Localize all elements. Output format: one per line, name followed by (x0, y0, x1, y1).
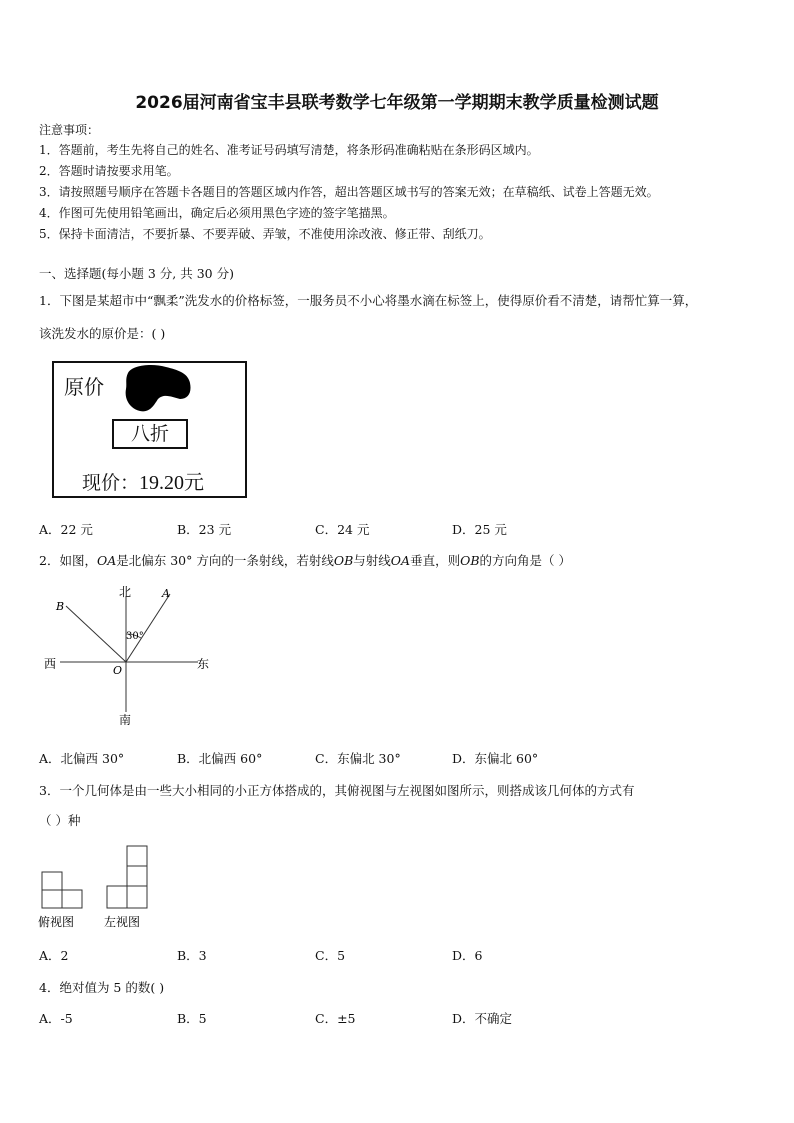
q2-text-1: 2．如图， (39, 553, 97, 568)
q3-stem-line1: 3．一个几何体是由一些大小相同的小正方体搭成的，其俯视图与左视图如图所示，则搭成该几何体的方式有 (39, 783, 635, 798)
section-heading: 一、选择题(每小题 3 分, 共 30 分) (39, 266, 234, 281)
notice-item: 1．答题前，考生先将自己的姓名、准考证号码填写清楚，将条形码准确粘贴在条形码区域内。 (39, 143, 539, 157)
south-label: 南 (119, 713, 132, 727)
q3-stem-line2: （ ）种 (39, 813, 81, 828)
q3-option-c: C．5 (315, 948, 346, 963)
notice-item: 4．作图可先使用铅笔画出，确定后必须用黑色字迹的签字笔描黑。 (39, 206, 395, 220)
q4-option-b: B．5 (177, 1011, 207, 1026)
point-a-label: A (162, 587, 170, 600)
views-diagram (34, 840, 164, 932)
east-label: 东 (197, 657, 210, 671)
q2-text-5: 的方向角是（ ） (479, 553, 572, 568)
top-view (42, 872, 82, 908)
price-tag-figure (52, 361, 247, 498)
notice-item: 3．请按照题号顺序在答题卡各题目的答题区域内作答，超出答题区域书写的答案无效；在草稿纸、试卷上答题无效。 (39, 185, 659, 199)
q1-option-d: D．25 元 (452, 522, 507, 537)
q2-ob: OB (333, 553, 354, 568)
page-title: 2026届河南省宝丰县联考数学七年级第一学期期末教学质量检测试题 (135, 93, 659, 113)
q3-option-b: B．3 (177, 948, 207, 963)
ink-blot-icon (122, 363, 194, 415)
q1-stem-line2: 该洗发水的原价是：( ) (39, 326, 166, 341)
current-price-value: 19.20元 (139, 472, 205, 494)
q4-option-c: C．±5 (315, 1011, 356, 1026)
q2-option-d: D．东偏北 60° (452, 751, 539, 766)
current-price-label: 现价： (82, 472, 140, 494)
q4-stem: 4．绝对值为 5 的数( ) (39, 980, 165, 995)
top-view-label: 俯视图 (38, 915, 75, 929)
west-label: 西 (44, 657, 57, 671)
q1-stem-line1: 1．下图是某超市中“飘柔”洗发水的价格标签，一服务员不小心将墨水滴在标签上，使得原价看不清楚，请帮忙算一算， (39, 293, 698, 308)
q1-option-b: B．23 元 (177, 522, 232, 537)
q2-ob-2: OB (460, 553, 480, 568)
q4-option-a: A．-5 (39, 1011, 73, 1026)
q2-oa-2: OA (390, 553, 411, 568)
left-view (107, 846, 147, 908)
point-b-label: B (56, 600, 65, 613)
angle-label: 30° (126, 631, 144, 642)
q4-option-d: D．不确定 (452, 1011, 513, 1026)
q3-option-d: D．6 (452, 948, 483, 963)
q2-option-c: C．东偏北 30° (315, 751, 401, 766)
q2-text-4: 垂直，则 (410, 553, 461, 568)
direction-diagram (40, 582, 220, 732)
q1-option-c: C．24 元 (315, 522, 370, 537)
discount-box: 八折 (112, 419, 188, 449)
notice-heading: 注意事项： (39, 123, 100, 137)
ray-oa (126, 594, 170, 662)
q1-option-a: A．22 元 (39, 522, 93, 537)
current-price (82, 466, 204, 495)
point-o-label: O (113, 664, 123, 677)
q2-option-b: B．北偏西 60° (177, 751, 263, 766)
q3-option-a: A．2 (39, 948, 69, 963)
original-price-label: 原价 (64, 375, 104, 399)
north-label: 北 (119, 585, 132, 599)
q2-oa: OA (96, 553, 117, 568)
ray-ob (66, 606, 126, 662)
q2-text-2: 是北偏东 30° 方向的一条射线，若射线 (116, 553, 334, 568)
notice-item: 5．保持卡面清洁，不要折暴、不要弄破、弄皱，不准使用涂改液、修正带、刮纸刀。 (39, 227, 491, 241)
notice-item: 2．答题时请按要求用笔。 (39, 164, 179, 178)
q2-text-3: 与射线 (353, 553, 391, 568)
q2-stem (39, 551, 571, 569)
left-view-label: 左视图 (104, 915, 141, 929)
q2-option-a: A．北偏西 30° (39, 751, 125, 766)
